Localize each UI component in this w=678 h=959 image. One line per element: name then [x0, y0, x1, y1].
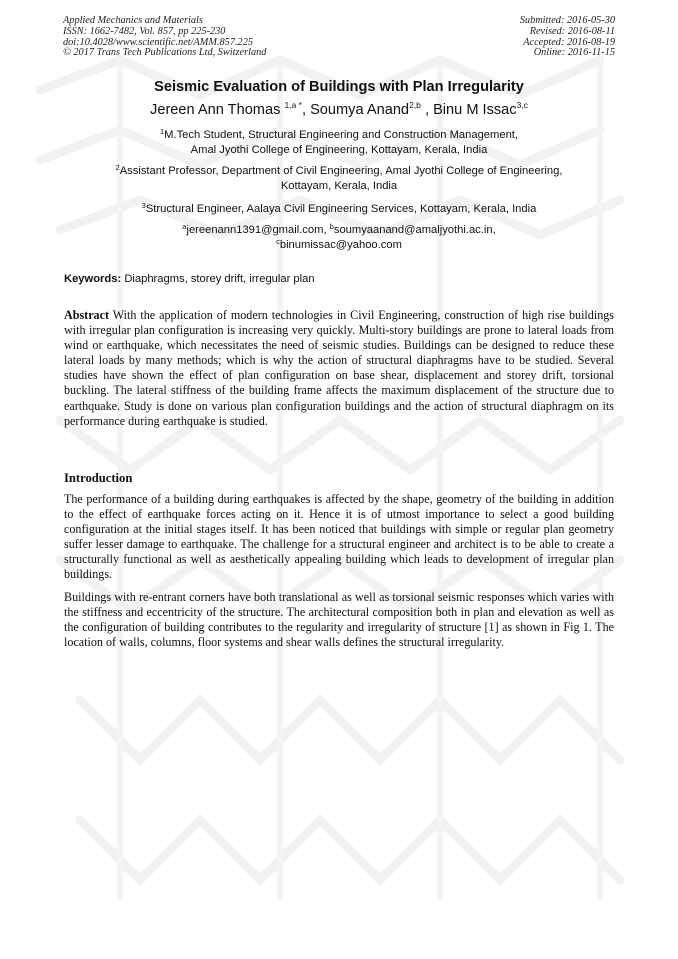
affiliation-3 [64, 202, 614, 217]
author-name: Jereen Ann Thomas [150, 102, 281, 118]
affiliation-superscript: 2 [115, 163, 120, 172]
copyright-line: © 2017 Trans Tech Publications Ltd, Switzerland [63, 47, 267, 59]
affiliation-1 [64, 128, 614, 158]
email-superscript: c [276, 237, 280, 247]
keywords-label: Keywords: [64, 273, 122, 285]
author-superscript: 3,c [516, 100, 528, 110]
author-superscript: 1,a * [284, 100, 302, 110]
email-superscript: b [329, 222, 334, 231]
introduction-paragraph: Buildings with re-entrant corners have both translational as well as torsional seismic responses which varies with the stiffness and eccentricity of the structure. The architectural composition both in plan and elevation as well as the configuration of building contributes to the regularity and irregularity of structure [1] as shown in Fig 1. The location of walls, columns, floor systems and shear walls defines the structural irregularity. [64, 590, 614, 650]
email-superscript: a [182, 222, 187, 231]
affiliation-line: Assistant Professor, Department of Civil Engineering, Amal Jyothi College of Engineering, [119, 165, 563, 177]
author-list: Jereen Ann Thomas $^{1,a *}$, Soumya Anand$^{2,b}$ , Binu M Issac$^{3,c}$ [150, 100, 528, 118]
revised-date: Revised: 2016-08-11 [529, 25, 615, 37]
issn-line: ISSN: 1662-7482, Vol. 857, pp 225-230 [63, 25, 226, 37]
abstract-text: With the application of modern technologies in Civil Engineering, construction of high rise buildings with irregular plan configuration is increasing very quickly. Multi-story buildings are prone to lateral loads from wind or earthquake, which necessitates the need of seismic studies. Buildings can be designed to reduce these lateral loads by many methods; which is why the action of structural diaphragms have to be studied. Several studies have shown the effect of plan configuration on base shear, displacement and storey drift, torsional buckling. The lateral stiffness of the building frame affects the maximum displacement of the structure due to earthquake. Study is done on various plan configuration buildings and the action of structural diaphragm on its performance during earthquake is studied. [64, 308, 614, 428]
online-date: Online: 2016-11-15 [533, 47, 615, 59]
introduction-heading: Introduction [64, 471, 133, 485]
email-link[interactable]: binumissac@yahoo.com [279, 239, 402, 252]
author-name: Soumya Anand [310, 102, 410, 118]
affiliation-superscript: 3 [141, 201, 146, 210]
email-block: $^a$jereenann1391@gmail.com, $^b$soumyaanand@amaljyothi.ac.in, $^c$binumissac@yahoo.com [182, 222, 496, 252]
header-dates [470, 16, 615, 59]
header-journal-info [63, 16, 266, 59]
keywords-text: Diaphragms, storey drift, irregular plan [124, 273, 315, 285]
affiliation-line: M.Tech Student, Structural Engineering and Construction Management, [164, 129, 519, 141]
affiliation-2 [64, 164, 614, 194]
affiliation-superscript: 1 [159, 127, 165, 136]
doi-line[interactable]: doi:10.4028/www.scientific.net/AMM.857.225 [63, 36, 253, 48]
paper-title: Seismic Evaluation of Buildings with Plan Irregularity [154, 79, 524, 95]
abstract-label: Abstract [64, 308, 110, 322]
email-link[interactable]: jereenann1391@gmail.com [186, 224, 324, 236]
affiliation-line: Structural Engineer, Aalaya Civil Engineering Services, Kottayam, Kerala, India [145, 203, 537, 215]
author-superscript: 2,b [409, 100, 421, 110]
submitted-date: Submitted: 2016-05-30 [519, 15, 615, 26]
affiliation-line: Amal Jyothi College of Engineering, Kottayam, Kerala, India [190, 144, 488, 157]
email-link[interactable]: soumyaanand@amaljyothi.ac.in [333, 224, 493, 236]
introduction-paragraph: The performance of a building during earthquakes is affected by the shape, geometry of the building in addition to the effect of earthquake forces acting on it. Hence it is of utmost importance to select a good building configuration at the initial stages itself. It has been noticed that buildings with simple or regular plan geometry suffer lesser damage to earthquake. The challenge for a structural engineer and architect is to be able to create a structurally functional as well as aesthetically appealing building which leads to development of irregular plan buildings. [64, 492, 614, 582]
affiliation-line: Kottayam, Kerala, India [280, 180, 398, 193]
author-name: Binu M Issac [433, 102, 517, 118]
keywords-line [64, 273, 616, 285]
journal-name: Applied Mechanics and Materials [63, 15, 203, 26]
abstract-paragraph [64, 308, 614, 429]
accepted-date: Accepted: 2016-08-19 [523, 36, 615, 48]
